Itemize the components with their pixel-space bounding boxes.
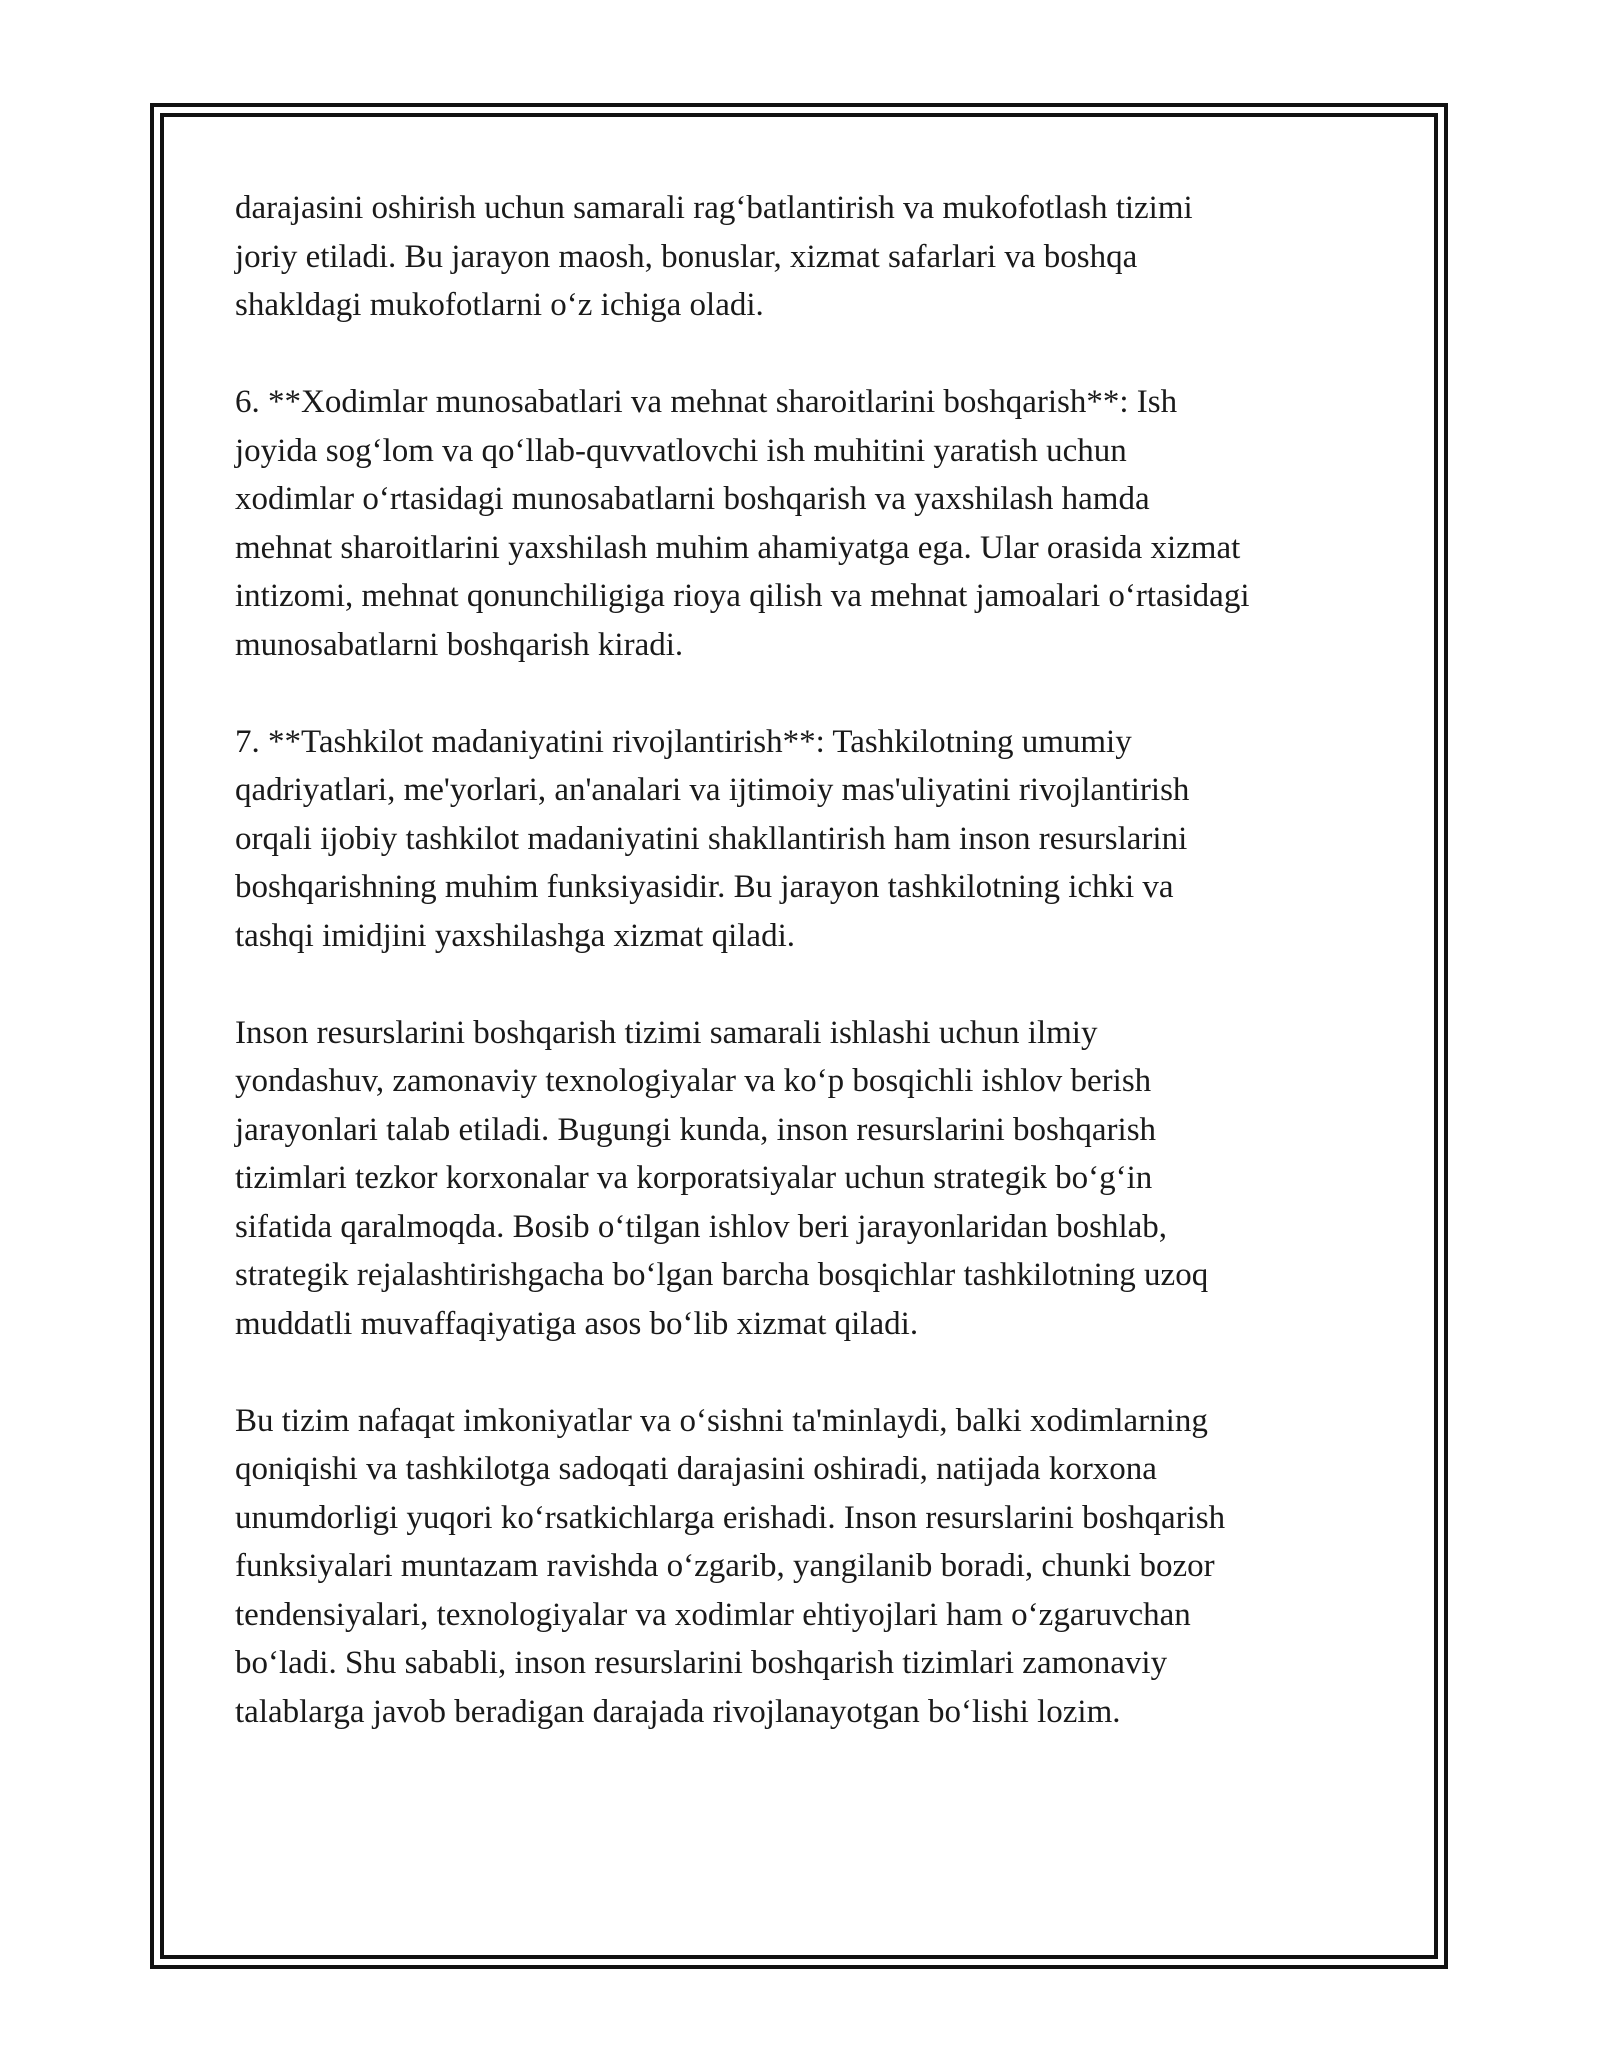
document-body (235, 184, 1385, 1785)
paragraph-organization-culture: 7. **Tashkilot madaniyatini rivojlantirish**: Tashkilotning umumiy qadriyatlari, me'yorlari, an'analari va ijtimoiy mas'uliyatini rivojlantirish orqali ijobiy tashkilot madaniyatini shakllantirish ham inson resurslarini boshqarishning muhim funksiyasidir. Bu jarayon tashkilotning ichki va tashqi imidjini yaxshilashga xizmat qiladi. (235, 723, 1190, 954)
paragraph-rewards-continuation: darajasini oshirish uchun samarali rag‘batlantirish va mukofotlash tizimi joriy etiladi. Bu jarayon maosh, bonuslar, xizmat safarlari va boshqa shakldagi mukofotlarni o‘z ichiga oladi. (235, 190, 1193, 323)
paragraph-hr-system-benefits: Bu tizim nafaqat imkoniyatlar va o‘sishni ta'minlaydi, balki xodimlarning qoniqishi va tashkilotga sadoqati darajasini oshiradi, natijada korxona unumdorligi yuqori ko‘rsatkichlarga erishadi. Inson resurslarini boshqarish funksiyalari muntazam ravishda o‘zgarib, yangilanib boradi, chunki bozor tendensiyalari, texnologiyalar va xodimlar ehtiyojlari ham o‘zgaruvchan bo‘ladi. Shu sababli, inson resurslarini boshqarish tizimlari zamonaviy talablarga javob beradigan darajada rivojlanayotgan bo‘lishi lozim. (235, 1402, 1226, 1730)
paragraph-employee-relations: 6. **Xodimlar munosabatlari va mehnat sharoitlarini boshqarish**: Ish joyida sog‘lom va qo‘llab-quvvatlovchi ish muhitini yaratish uchun xodimlar o‘rtasidagi munosabatlarni boshqarish va yaxshilash hamda mehnat sharoitlarini yaxshilash muhim ahamiyatga ega. Ular orasida xizmat intizomi, mehnat qonunchiligiga rioya qilish va mehnat jamoalari o‘rtasidagi munosabatlarni boshqarish kiradi. (235, 384, 1250, 663)
paragraph-hr-system-approach: Inson resurslarini boshqarish tizimi samarali ishlashi uchun ilmiy yondashuv, zamonaviy texnologiyalar va ko‘p bosqichli ishlov berish jarayonlari talab etiladi. Bugungi kunda, inson resurslarini boshqarish tizimlari tezkor korxonalar va korporatsiyalar uchun strategik bo‘g‘in sifatida qaralmoqda. Bosib o‘tilgan ishlov beri jarayonlaridan boshlab, strategik rejalashtirishgacha bo‘lgan barcha bosqichlar tashkilotning uzoq muddatli muvaffaqiyatiga asos bo‘lib xizmat qiladi. (235, 1014, 1209, 1342)
